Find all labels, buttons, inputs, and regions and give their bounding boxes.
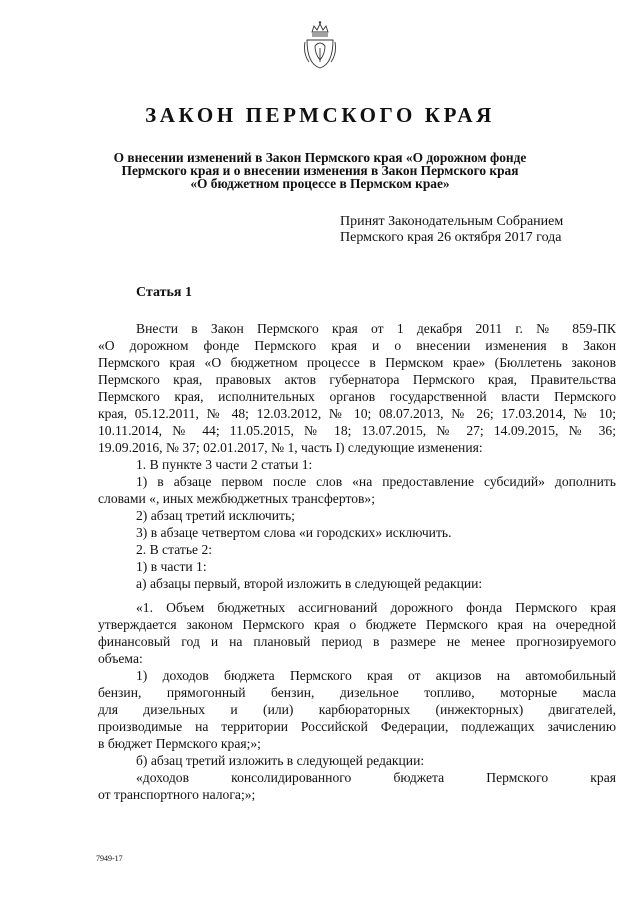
text-line: 1) в абзаце первом после слов «на предоставление субсидий» дополнить — [136, 474, 616, 489]
coat-of-arms-icon — [303, 20, 337, 70]
subtitle-line: Пермского края и о внесении изменения в Закон Пермского края — [121, 163, 519, 178]
text-line: «1. Объем бюджетных ассигнований дорожного фонда Пермского края — [136, 600, 616, 615]
adoption-line: Принят Законодательным Собранием — [340, 214, 564, 229]
text-line: 1) в части 1: — [136, 559, 207, 574]
text-line: б) абзац третий изложить в следующей редакции: — [136, 753, 425, 768]
text-line: «доходов консолидированного бюджета Пермского края — [136, 770, 616, 785]
subtitle-line: «О бюджетном процессе в Пермском крае» — [190, 176, 450, 191]
adoption-line: Пермского края 26 октября 2017 года — [340, 230, 562, 245]
text-line: 2. В статье 2: — [136, 542, 213, 557]
text-line: Внести в Закон Пермского края от 1 декабря 2011 г. № 859-ПК — [136, 321, 616, 336]
text-line: объема: — [98, 651, 143, 666]
law-title: ЗАКОН ПЕРМСКОГО КРАЯ — [145, 103, 495, 127]
text-line: 2) абзац третий исключить; — [136, 508, 295, 523]
text-line: в бюджет Пермского края;»; — [98, 736, 261, 751]
article-title: Статья 1 — [136, 285, 192, 300]
text-line: 3) в абзаце четвертом слова «и городских» исключить. — [136, 525, 452, 540]
text-line: 1. В пункте 3 части 2 статьи 1: — [136, 457, 313, 472]
document-code: 7949-17 — [96, 854, 123, 863]
text-line: 10.11.2014, № 44; 11.05.2015, № 18; 13.07.2015, № 27; 14.09.2015, № 36; — [98, 423, 616, 438]
text-line: Пермского края, исполнительных органов государственной власти Пермского — [98, 389, 616, 404]
text-line: 19.09.2016, № 37; 02.01.2017, № 1, часть I) следующие изменения: — [98, 440, 483, 455]
text-line: Пермского края, правовых актов губернатора Пермского края, Правительства — [98, 372, 616, 387]
text-line: 1) доходов бюджета Пермского края от акцизов на автомобильный — [136, 668, 616, 683]
adoption-note — [340, 214, 620, 246]
text-line: утверждается законом Пермского края о бюджете Пермского края на очередной — [98, 617, 616, 632]
text-line: края, 05.12.2011, № 48; 12.03.2012, № 10; 08.07.2013, № 26; 17.03.2014, № 10; — [98, 406, 616, 421]
text-line: от транспортного налога;»; — [98, 787, 256, 802]
text-line: «О дорожном фонде Пермского края и о внесении изменения в Закон — [98, 338, 616, 353]
text-line: финансовый год и на плановый период в размере не менее прогнозируемого — [98, 634, 616, 649]
subtitle-line: О внесении изменений в Закон Пермского края «О дорожном фонде — [113, 150, 527, 165]
law-subtitle — [100, 151, 540, 190]
text-line: для дизельных и (или) карбюраторных (инжекторных) двигателей, — [98, 702, 616, 717]
text-line: словами «, иных межбюджетных трансфертов»; — [98, 491, 375, 506]
text-line: а) абзацы первый, второй изложить в следующей редакции: — [136, 576, 483, 591]
text-line: бензин, прямогонный бензин, дизельное топливо, моторные масла — [98, 685, 616, 700]
text-line: Пермского края «О бюджетном процессе в Пермском крае» (Бюллетень законов — [98, 355, 616, 370]
text-line: производимые на территории Российской Федерации, подлежащих зачислению — [98, 719, 616, 734]
